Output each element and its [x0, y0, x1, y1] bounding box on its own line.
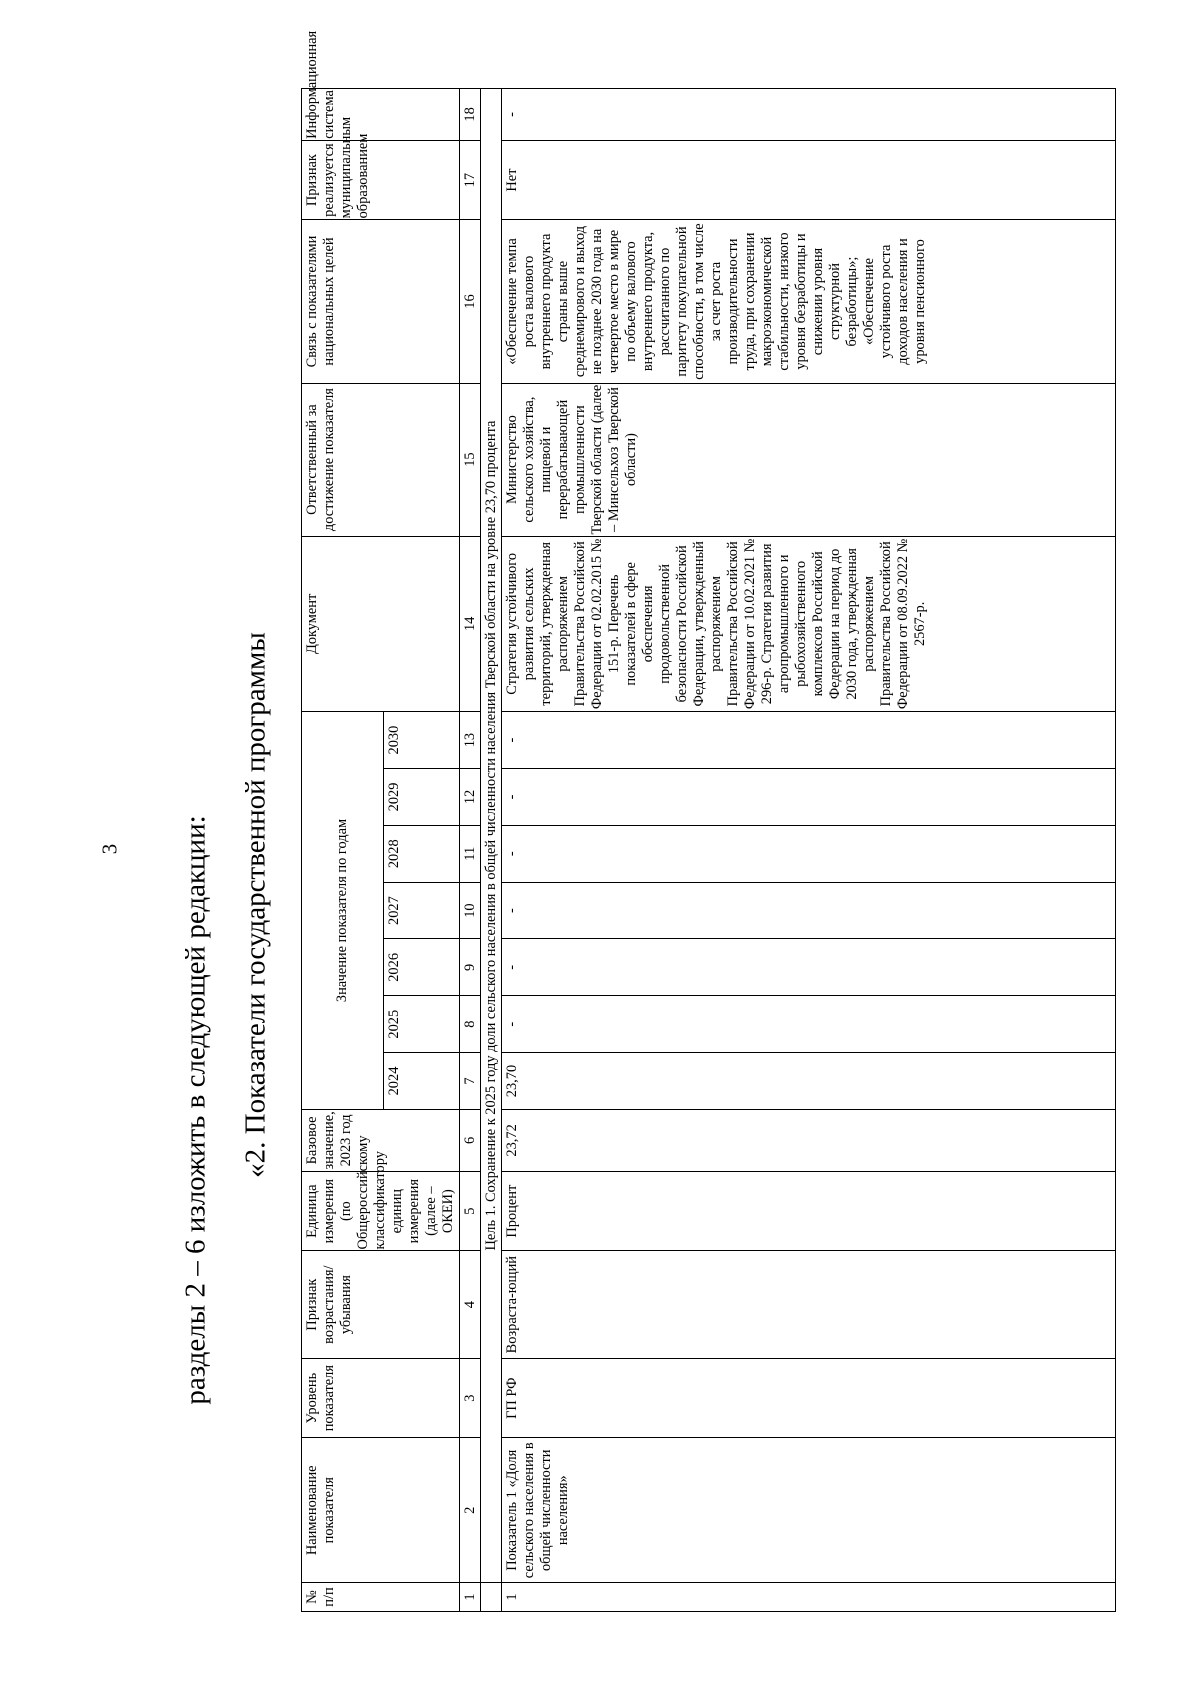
- row-name: Показатель 1 «Доля сельского населения в общей численности населения»: [502, 1438, 1116, 1583]
- row-value: -: [502, 939, 1116, 996]
- intro-text: разделы 2 – 6 изложить в следующей редакции:: [179, 815, 212, 1405]
- indicators-table: [301, 30, 1116, 1612]
- row-value: -: [502, 825, 1116, 882]
- header-values-group: Значение показателя по годам: [302, 712, 384, 1110]
- page-number: 3: [97, 843, 122, 855]
- row-value: -: [502, 996, 1116, 1053]
- header-link: Связь с показателями национальных целей: [302, 220, 460, 383]
- header-num: № п/п: [302, 1583, 460, 1612]
- header-year: 2026: [384, 939, 460, 996]
- row-value: -: [502, 712, 1116, 769]
- header-name: Наименование показателя: [302, 1438, 460, 1583]
- column-number: 16: [460, 220, 481, 383]
- column-number: 8: [460, 996, 481, 1053]
- row-responsible: Министерство сельского хозяйства, пищевой и перерабатывающей промышленности Тверской области (далее – Минсельхоз Тверской области): [502, 383, 1116, 536]
- header-municipal: Признак реализуется муниципальным образованием: [302, 140, 460, 220]
- row-value: 23,70: [502, 1053, 1116, 1110]
- header-document: Документ: [302, 536, 460, 712]
- header-year: 2024: [384, 1053, 460, 1110]
- row-sign: Возраста-ющий: [502, 1251, 1116, 1358]
- column-number: 11: [460, 825, 481, 882]
- rotated-table-wrapper: [301, 30, 1116, 1612]
- row-link: «Обеспечение темпа роста валового внутреннего продукта страны выше среднемирового и выход не позднее 2030 года на четвертое место в мире по объему валового внутреннего продукта, рассчитанного по паритету покупательной способности, в том числе за счет роста производительности труда, при сохранении макроэкономической стабильности, низкого уровня безработицы и снижении уровня структурной безработицы»; «Обеспечение устойчивого роста доходов населения и уровня пенсионного: [502, 220, 1116, 383]
- column-number: 13: [460, 712, 481, 769]
- row-unit: Процент: [502, 1171, 1116, 1251]
- header-base: Базовое значение, 2023 год: [302, 1109, 460, 1171]
- header-sign: Признак возрастания/ убывания: [302, 1251, 460, 1358]
- column-number: 15: [460, 383, 481, 536]
- column-number: 12: [460, 769, 481, 826]
- header-level: Уровень показателя: [302, 1358, 460, 1438]
- column-number: 7: [460, 1053, 481, 1110]
- row-value: -: [502, 882, 1116, 939]
- header-year: 2027: [384, 882, 460, 939]
- goal-row-spacer: [481, 1583, 502, 1612]
- header-responsible: Ответственный за достижение показателя: [302, 383, 460, 536]
- header-year: 2025: [384, 996, 460, 1053]
- section-title: «2. Показатели государственной программы: [239, 632, 272, 1178]
- row-value: -: [502, 769, 1116, 826]
- row-num: 1: [502, 1583, 1116, 1612]
- column-number: 9: [460, 939, 481, 996]
- column-number: 3: [460, 1358, 481, 1438]
- column-number: 10: [460, 882, 481, 939]
- row-info-system: -: [502, 89, 1116, 141]
- header-unit: Единица измерения (по Общероссийскому классификатору единиц измерения (далее – ОКЕИ): [302, 1171, 460, 1251]
- column-number: 17: [460, 140, 481, 220]
- table-row: [502, 89, 1116, 1612]
- goal-row: Цель 1. Сохранение к 2025 году доли сельского населения в общей численности населения Тверской области на уровне 23,70 процента: [481, 89, 502, 1583]
- header-info-system: Информационная система: [302, 89, 460, 141]
- column-number: 5: [460, 1171, 481, 1251]
- column-number: 1: [460, 1583, 481, 1612]
- column-number: 4: [460, 1251, 481, 1358]
- header-year: 2030: [384, 712, 460, 769]
- column-number: 18: [460, 89, 481, 141]
- row-municipal: Нет: [502, 140, 1116, 220]
- row-document: Стратегия устойчивого развития сельских территорий, утвержденная распоряжением Правительства Российской Федерации от 02.02.2015 № 151-р. Перечень показателей в сфере обеспечения продовольственной безопасности Российской Федерации, утвержденный распоряжением Правительства Российской Федерации от 10.02.2021 № 296-р. Стратегия развития агропромышленного и рыбохозяйственного комплексов Российской Федерации на период до 2030 года, утвержденная распоряжением Правительства Российской Федерации от 08.09.2022 № 2567-р.: [502, 536, 1116, 712]
- row-base: 23,72: [502, 1109, 1116, 1171]
- column-number: 2: [460, 1438, 481, 1583]
- column-number: 6: [460, 1109, 481, 1171]
- header-year: 2028: [384, 825, 460, 882]
- column-number: 14: [460, 536, 481, 712]
- header-year: 2029: [384, 769, 460, 826]
- row-level: ГП РФ: [502, 1358, 1116, 1438]
